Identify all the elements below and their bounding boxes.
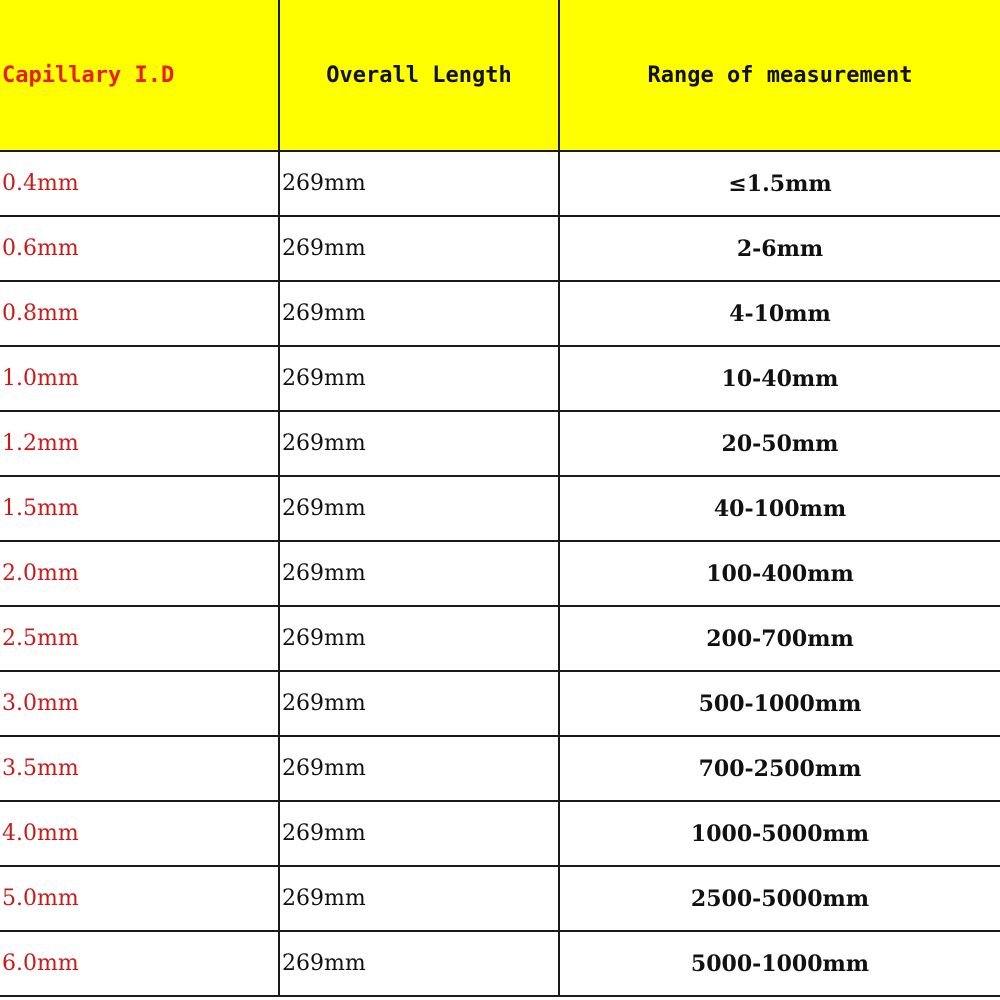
range-cell: 100-400mm [559,541,1000,606]
table-row [0,216,1000,281]
table-row [0,736,1000,801]
table-row [0,411,1000,476]
header-capillary-id: Capillary I.D [0,0,279,151]
table-row [0,866,1000,931]
overall-length-cell: 269mm [279,606,559,671]
capillary-id-cell: 1.2mm [0,411,279,476]
overall-length-cell: 269mm [279,216,559,281]
overall-length-cell: 269mm [279,346,559,411]
table-row [0,671,1000,736]
table-row [0,931,1000,996]
range-cell: 4-10mm [559,281,1000,346]
capillary-id-cell: 3.5mm [0,736,279,801]
capillary-id-cell: 1.5mm [0,476,279,541]
overall-length-cell: 269mm [279,151,559,216]
range-cell: 20-50mm [559,411,1000,476]
table-row [0,281,1000,346]
range-cell: 5000-1000mm [559,931,1000,996]
overall-length-cell: 269mm [279,411,559,476]
range-cell: 2500-5000mm [559,866,1000,931]
overall-length-cell: 269mm [279,671,559,736]
table-row [0,541,1000,606]
overall-length-cell: 269mm [279,801,559,866]
overall-length-cell: 269mm [279,866,559,931]
overall-length-cell: 269mm [279,736,559,801]
capillary-id-cell: 5.0mm [0,866,279,931]
table-row [0,151,1000,216]
header-overall-length: Overall Length [279,0,559,151]
capillary-id-cell: 6.0mm [0,931,279,996]
range-cell: 40-100mm [559,476,1000,541]
table-row [0,476,1000,541]
range-cell: ≤1.5mm [559,151,1000,216]
capillary-id-cell: 1.0mm [0,346,279,411]
overall-length-cell: 269mm [279,931,559,996]
table-row [0,346,1000,411]
header-range-of-measurement: Range of measurement [559,0,1000,151]
overall-length-cell: 269mm [279,541,559,606]
capillary-id-cell: 2.0mm [0,541,279,606]
range-cell: 500-1000mm [559,671,1000,736]
capillary-id-cell: 3.0mm [0,671,279,736]
table-header-row [0,0,1000,151]
range-cell: 10-40mm [559,346,1000,411]
range-cell: 700-2500mm [559,736,1000,801]
capillary-id-cell: 4.0mm [0,801,279,866]
range-cell: 2-6mm [559,216,1000,281]
table-row [0,801,1000,866]
table-row [0,606,1000,671]
range-cell: 1000-5000mm [559,801,1000,866]
capillary-id-cell: 0.6mm [0,216,279,281]
capillary-id-cell: 0.8mm [0,281,279,346]
range-cell: 200-700mm [559,606,1000,671]
capillary-id-cell: 2.5mm [0,606,279,671]
overall-length-cell: 269mm [279,281,559,346]
capillary-id-cell: 0.4mm [0,151,279,216]
overall-length-cell: 269mm [279,476,559,541]
